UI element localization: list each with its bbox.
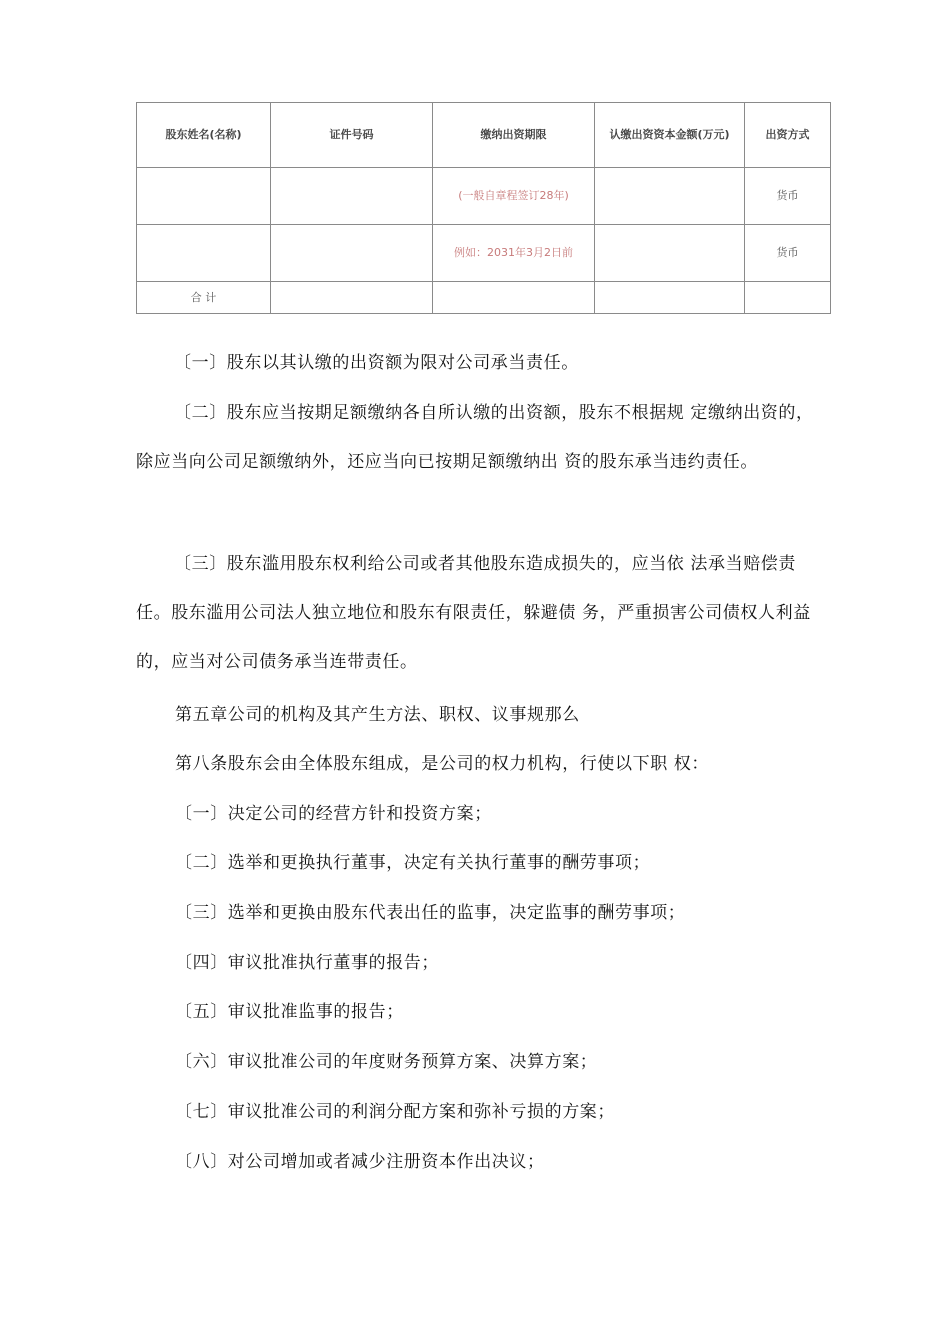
power-item: 〔六〕审议批准公司的年度财务预算方案、决算方案； [175, 1052, 598, 1072]
payment-deadline-note: (一般自章程签订28年) [433, 168, 595, 225]
header-payment-deadline: 缴纳出资期限 [433, 103, 595, 168]
power-item: 〔四〕审议批准执行董事的报告； [175, 953, 439, 973]
table-cell [271, 225, 433, 282]
table-cell [137, 225, 271, 282]
paragraph-liability-limit: 〔一〕股东以其认缴的出资额为限对公司承当责任。 [174, 353, 579, 373]
table-cell [137, 168, 271, 225]
power-item: 〔二〕选举和更换执行董事，决定有关执行董事的酬劳事项； [175, 853, 651, 873]
total-label: 合 计 [137, 282, 271, 314]
paragraph-payment-obligation: 〔二〕股东应当按期足额缴纳各自所认缴的出资额，股东不根据规 定缴纳出资的，除应当向公司足额缴纳外，还应当向已按期足额缴纳出 资的股东承当违约责任。 [136, 403, 814, 472]
shareholder-contribution-table [136, 102, 831, 314]
table-row [137, 168, 831, 225]
header-subscribed-amount: 认缴出资资本金额(万元) [595, 103, 745, 168]
power-item: 〔一〕决定公司的经营方针和投资方案； [175, 804, 492, 824]
chapter-heading: 第五章公司的机构及其产生方法、职权、议事规那么 [175, 705, 580, 725]
table-total-row [137, 282, 831, 314]
table-cell [595, 168, 745, 225]
header-id-number: 证件号码 [271, 103, 433, 168]
power-item: 〔五〕审议批准监事的报告； [175, 1002, 404, 1022]
power-item: 〔七〕审议批准公司的利润分配方案和弥补亏损的方案； [175, 1102, 615, 1122]
contribution-method-cell: 货币 [745, 225, 831, 282]
power-item: 〔八〕对公司增加或者减少注册资本作出决议； [175, 1152, 545, 1172]
table-header-row [137, 103, 831, 168]
table-cell [595, 225, 745, 282]
article-8-text: 第八条股东会由全体股东组成，是公司的权力机构，行使以下职 权： [175, 754, 710, 774]
header-contribution-method: 出资方式 [745, 103, 831, 168]
paragraph-abuse-of-rights: 〔三〕股东滥用股东权利给公司或者其他股东造成损失的，应当依 法承当赔偿责任。股东滥用公司法人独立地位和股东有限责任，躲避债 务，严重损害公司债权人利益的，应当对公司债务承当连带责任。 [136, 554, 811, 672]
table-cell [745, 282, 831, 314]
table-cell [271, 282, 433, 314]
header-shareholder-name: 股东姓名(名称) [137, 103, 271, 168]
power-item: 〔三〕选举和更换由股东代表出任的监事，决定监事的酬劳事项； [175, 903, 686, 923]
payment-deadline-example: 例如：2031年3月2日前 [433, 225, 595, 282]
table-cell [595, 282, 745, 314]
table-row [137, 225, 831, 282]
contribution-method-cell: 货币 [745, 168, 831, 225]
table-cell [433, 282, 595, 314]
table-cell [271, 168, 433, 225]
